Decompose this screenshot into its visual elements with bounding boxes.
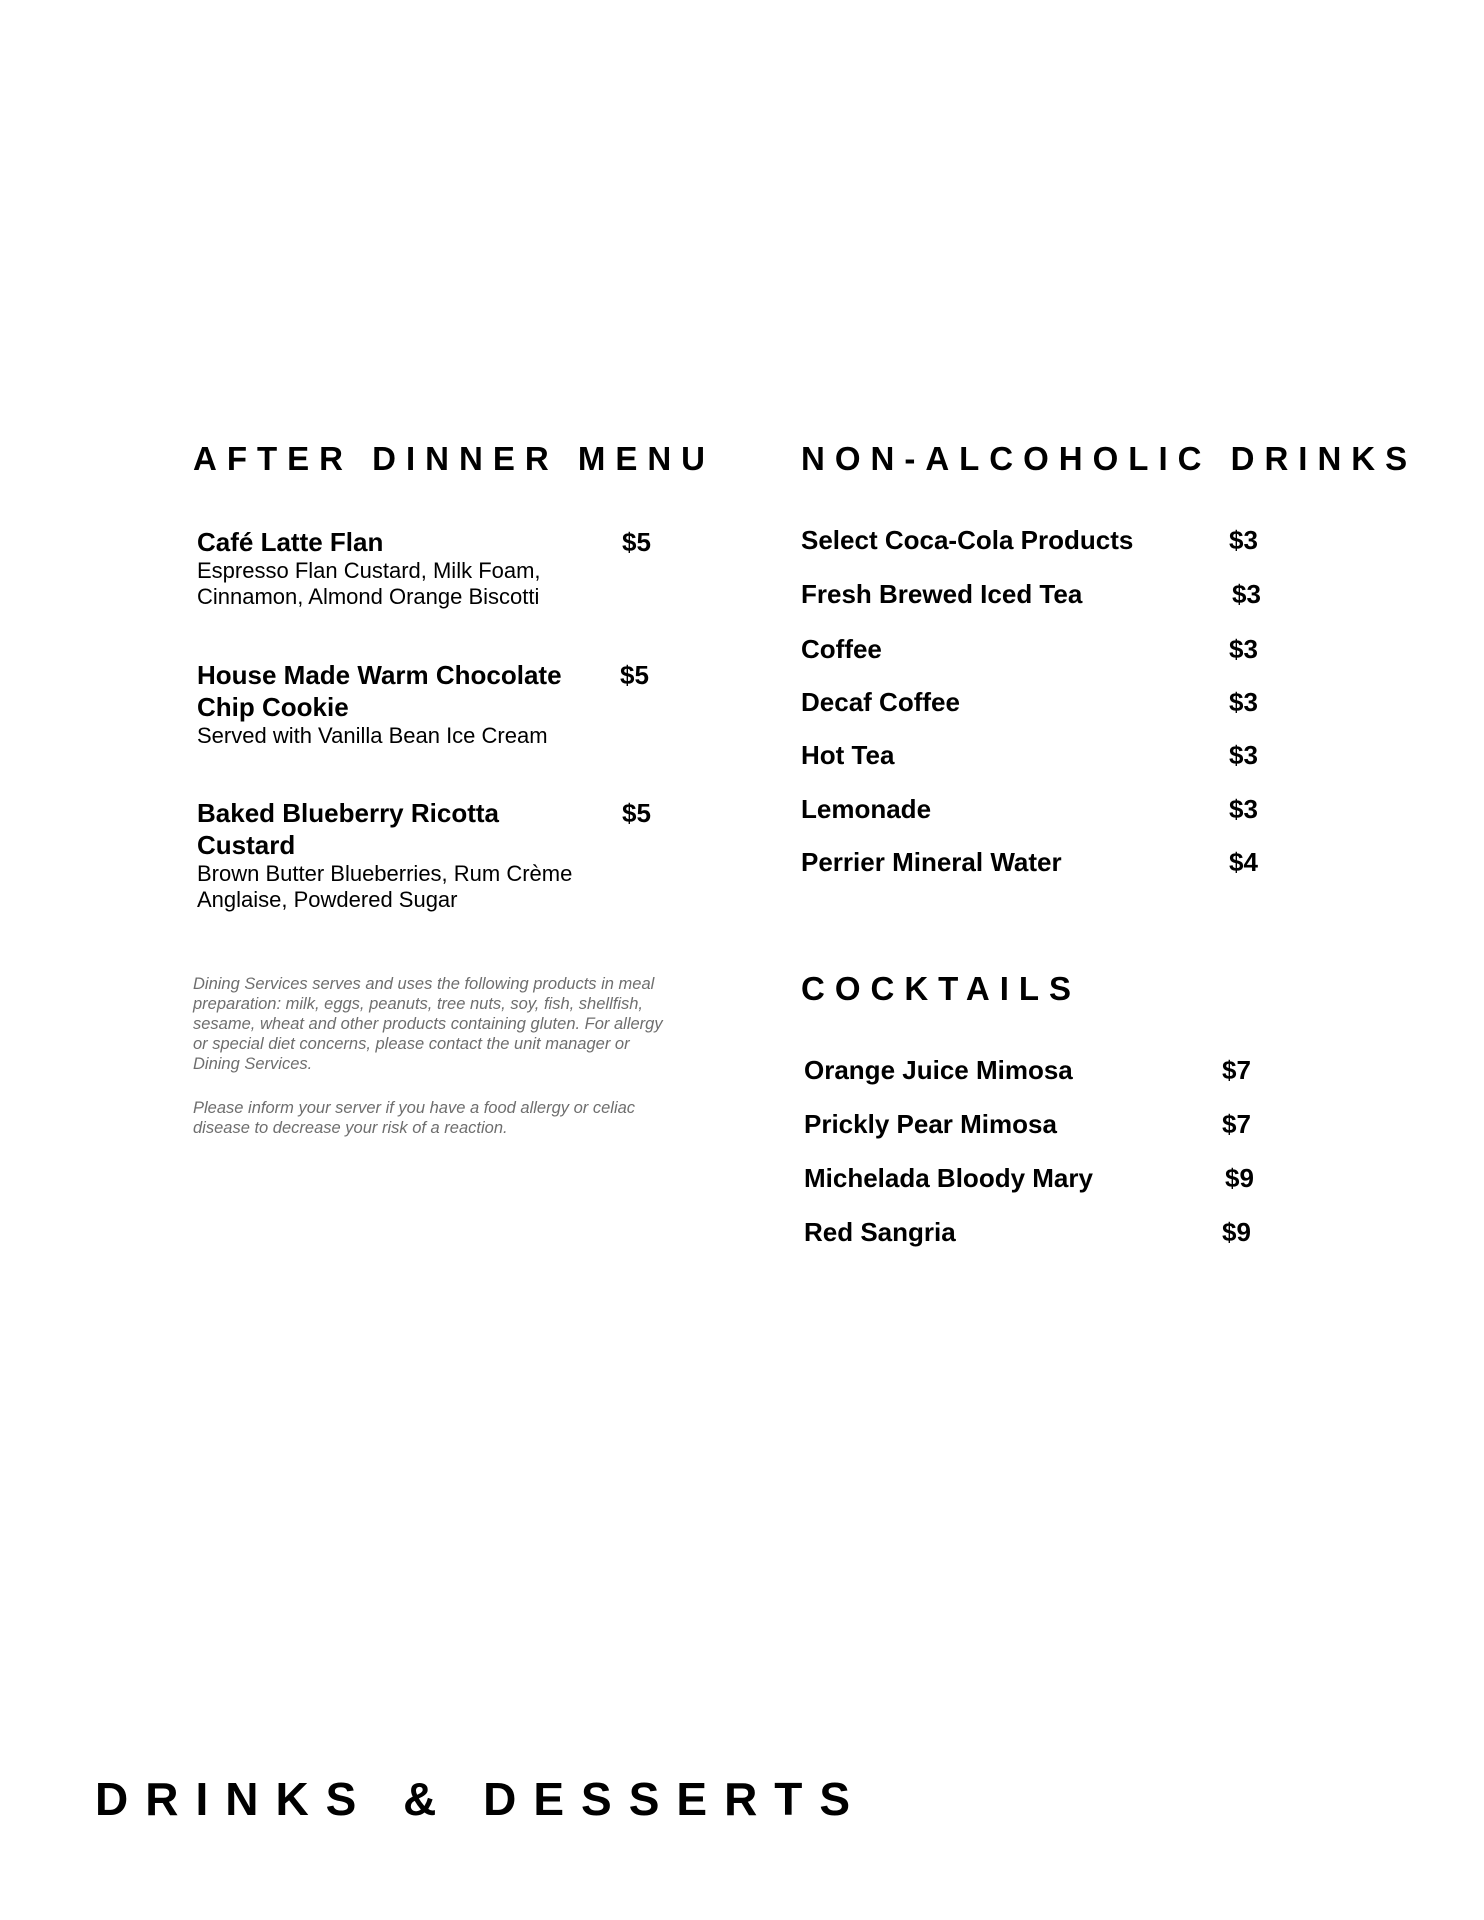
drink-price: $3 — [1229, 525, 1258, 555]
list-item — [801, 632, 1271, 666]
drink-name: Orange Juice Mimosa — [804, 1055, 1073, 1085]
drink-name: Select Coca-Cola Products — [801, 525, 1134, 555]
drink-name: Red Sangria — [804, 1217, 956, 1247]
cocktails-title: COCKTAILS — [801, 970, 1082, 1007]
list-item — [801, 792, 1271, 826]
drink-price: $9 — [1225, 1163, 1254, 1193]
item-description: Espresso Flan Custard, Milk Foam, Cinnamon, Almond Orange Biscotti — [197, 558, 541, 609]
item-price: $5 — [620, 660, 649, 690]
drink-price: $3 — [1229, 687, 1258, 717]
non-alcoholic-drinks-title: NON-ALCOHOLIC DRINKS — [801, 440, 1418, 477]
drink-name: Decaf Coffee — [801, 687, 960, 717]
drink-name: Coffee — [801, 634, 882, 664]
item-name: Café Latte Flan — [197, 527, 384, 557]
drink-price: $4 — [1229, 847, 1258, 877]
drink-price: $7 — [1222, 1055, 1251, 1085]
item-description: Brown Butter Blueberries, Rum Crème Anglaise, Powdered Sugar — [197, 861, 573, 912]
drink-price: $3 — [1229, 794, 1258, 824]
drink-price: $9 — [1222, 1217, 1251, 1247]
after-dinner-menu-title: AFTER DINNER MENU — [193, 440, 715, 477]
drink-name: Fresh Brewed Iced Tea — [801, 579, 1083, 609]
item-price: $5 — [622, 798, 651, 828]
item-price: $5 — [622, 527, 651, 557]
drink-price: $7 — [1222, 1109, 1251, 1139]
list-item — [801, 523, 1271, 557]
page-title: DRINKS & DESSERTS — [95, 1773, 868, 1825]
list-item — [801, 845, 1271, 879]
drink-name: Perrier Mineral Water — [801, 847, 1062, 877]
drink-price: $3 — [1229, 634, 1258, 664]
menu-item-cafe-latte-flan — [197, 526, 677, 610]
drink-price: $3 — [1229, 740, 1258, 770]
list-item — [801, 685, 1271, 719]
list-item — [804, 1107, 1274, 1141]
allergen-notice: Dining Services serves and uses the following products in meal preparation: milk, eggs, peanuts, tree nuts, soy, fish, shellfish, sesame, wheat and other products containing gluten. For allergy or special diet concerns, please contact the unit manager or Dining Services. — [193, 975, 663, 1073]
list-item — [801, 738, 1271, 772]
list-item — [804, 1161, 1274, 1195]
item-name: House Made Warm Chocolate Chip Cookie — [197, 660, 562, 722]
food-allergy-notice: Please inform your server if you have a food allergy or celiac disease to decrease your risk of a reaction. — [193, 1099, 636, 1137]
list-item — [804, 1215, 1274, 1249]
item-description: Served with Vanilla Bean Ice Cream — [197, 723, 548, 748]
menu-item-chocolate-chip-cookie — [197, 659, 677, 749]
list-item — [804, 1053, 1274, 1087]
list-item — [801, 577, 1271, 611]
drink-name: Hot Tea — [801, 740, 895, 770]
item-name: Baked Blueberry Ricotta Custard — [197, 798, 499, 860]
menu-item-blueberry-ricotta-custard — [197, 797, 677, 913]
drink-name: Michelada Bloody Mary — [804, 1163, 1093, 1193]
drink-name: Lemonade — [801, 794, 932, 824]
drink-price: $3 — [1232, 579, 1261, 609]
drink-name: Prickly Pear Mimosa — [804, 1109, 1057, 1139]
